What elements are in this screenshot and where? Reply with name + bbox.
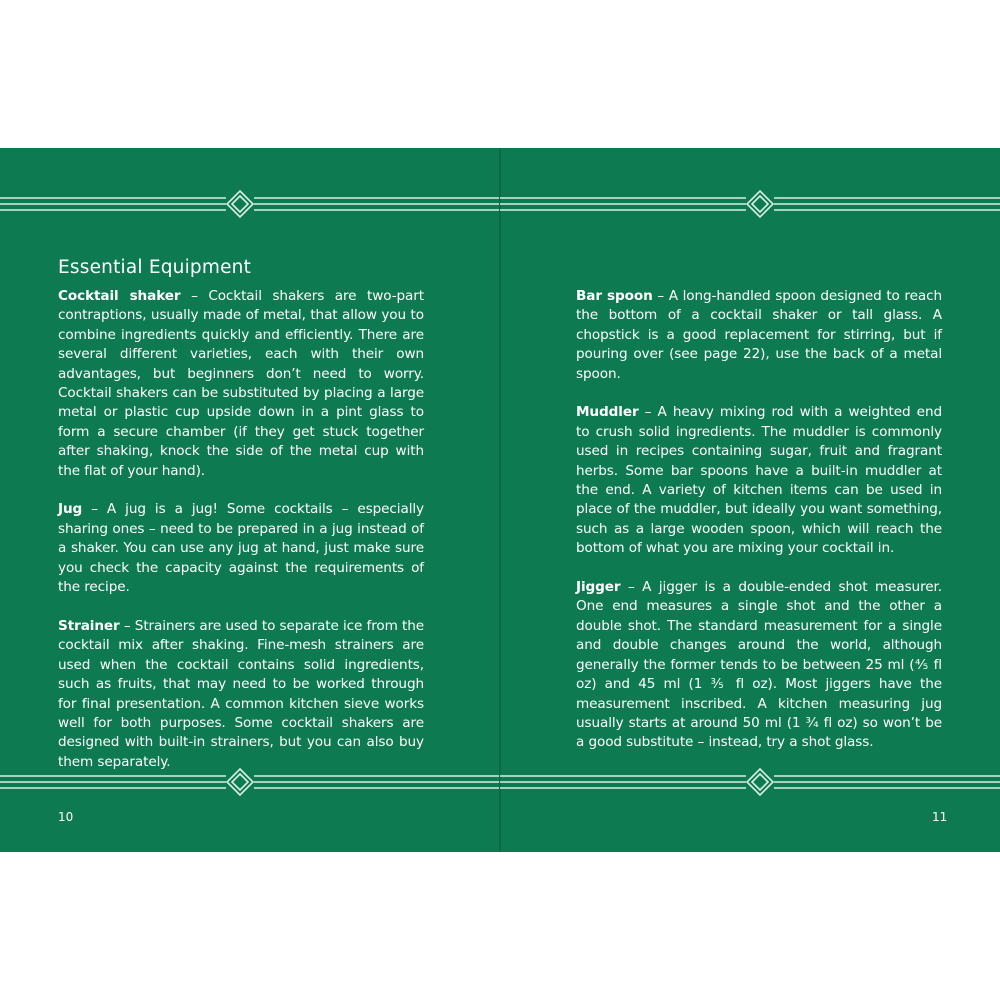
diamond-ornament-icon bbox=[0, 762, 500, 802]
entry-term: Strainer bbox=[58, 617, 120, 634]
entry-text: – Strainers are used to separate ice from the cocktail mix after shaking. Fine-mesh strainers are used when the cocktail contains solid ingredients, such as fruits, that may need to be worked through for final presentation. A common kitchen sieve works well for both purposes. Some cocktail shakers are designed with built-in strainers, but you can also buy them separately. bbox=[58, 617, 424, 770]
entry-term: Bar spoon bbox=[576, 288, 653, 304]
entry-text: – A jug is a jug! Some cocktails – especially sharing ones – need to be prepared in a jug instead of a shaker. You can use any jug at hand, just make sure you check the capacity against the requirements of the recipe. bbox=[58, 501, 424, 596]
top-border-ornament bbox=[500, 184, 1000, 224]
diamond-ornament-icon bbox=[500, 184, 1000, 224]
bottom-border-ornament bbox=[0, 762, 500, 802]
left-text-column bbox=[58, 287, 424, 792]
entry-term: Jigger bbox=[576, 579, 621, 596]
book-spread bbox=[0, 148, 1000, 852]
entry-jug bbox=[58, 500, 424, 597]
top-border-ornament bbox=[0, 184, 500, 224]
entry-cocktail-shaker bbox=[58, 287, 424, 481]
diamond-ornament-icon bbox=[500, 762, 1000, 802]
page-number: 10 bbox=[58, 810, 74, 824]
left-page bbox=[0, 148, 500, 852]
entry-muddler bbox=[576, 403, 942, 558]
entry-bar-spoon bbox=[576, 287, 942, 384]
entry-text: – Cocktail shakers are two-part contraptions, usually made of metal, that allow you to combine ingredients quickly and efficiently. There are several different varieties, each with their own advantages, but beginners don’t need to worry. Cocktail shakers can be substituted by placing a large metal or plastic cup upside down in a pint glass to form a secure chamber (if they get stuck together after shaking, knock the side of the metal cup with the flat of your hand). bbox=[58, 288, 424, 479]
entry-term: Muddler bbox=[576, 404, 639, 421]
entry-jigger bbox=[576, 578, 942, 753]
diamond-ornament-icon bbox=[0, 184, 500, 224]
page-number: 11 bbox=[932, 810, 948, 824]
entry-text: – A long-handled spoon designed to reach the bottom of a cocktail shaker or tall glass. A chopstick is a good replacement for stirring, but if pouring over (see page 22), use the back of a metal spoon. bbox=[576, 288, 943, 382]
entry-strainer bbox=[58, 617, 424, 772]
right-page bbox=[500, 148, 1000, 852]
entry-term: Jug bbox=[58, 501, 83, 518]
bottom-border-ornament bbox=[500, 762, 1000, 802]
entry-text: – A jigger is a double-ended shot measurer. One end measures a single shot and the other a double shot. The standard measurement for a single and double changes around the world, although generally the former tends to be between 25 ml (⅘ fl oz) and 45 ml (1 ⅗ fl oz). Most jiggers have the measurement inscribed. A kitchen measuring jug usually starts at around 50 ml (1 ¾ fl oz) so won’t be a good substitute – instead, try a shot glass. bbox=[576, 579, 942, 751]
section-heading: Essential Equipment bbox=[58, 257, 252, 278]
right-text-column bbox=[576, 287, 942, 772]
entry-term: Cocktail shaker bbox=[58, 288, 181, 304]
entry-text: – A heavy mixing rod with a weighted end to crush solid ingredients. The muddler is commonly used in recipes containing sugar, fruit and fragrant herbs. Some bar spoons have a built-in muddler at the end. A variety of kitchen items can be used in place of the muddler, but ideally you want something, such as a large wooden spoon, which will reach the bottom of what you are mixing your cocktail in. bbox=[576, 404, 942, 557]
